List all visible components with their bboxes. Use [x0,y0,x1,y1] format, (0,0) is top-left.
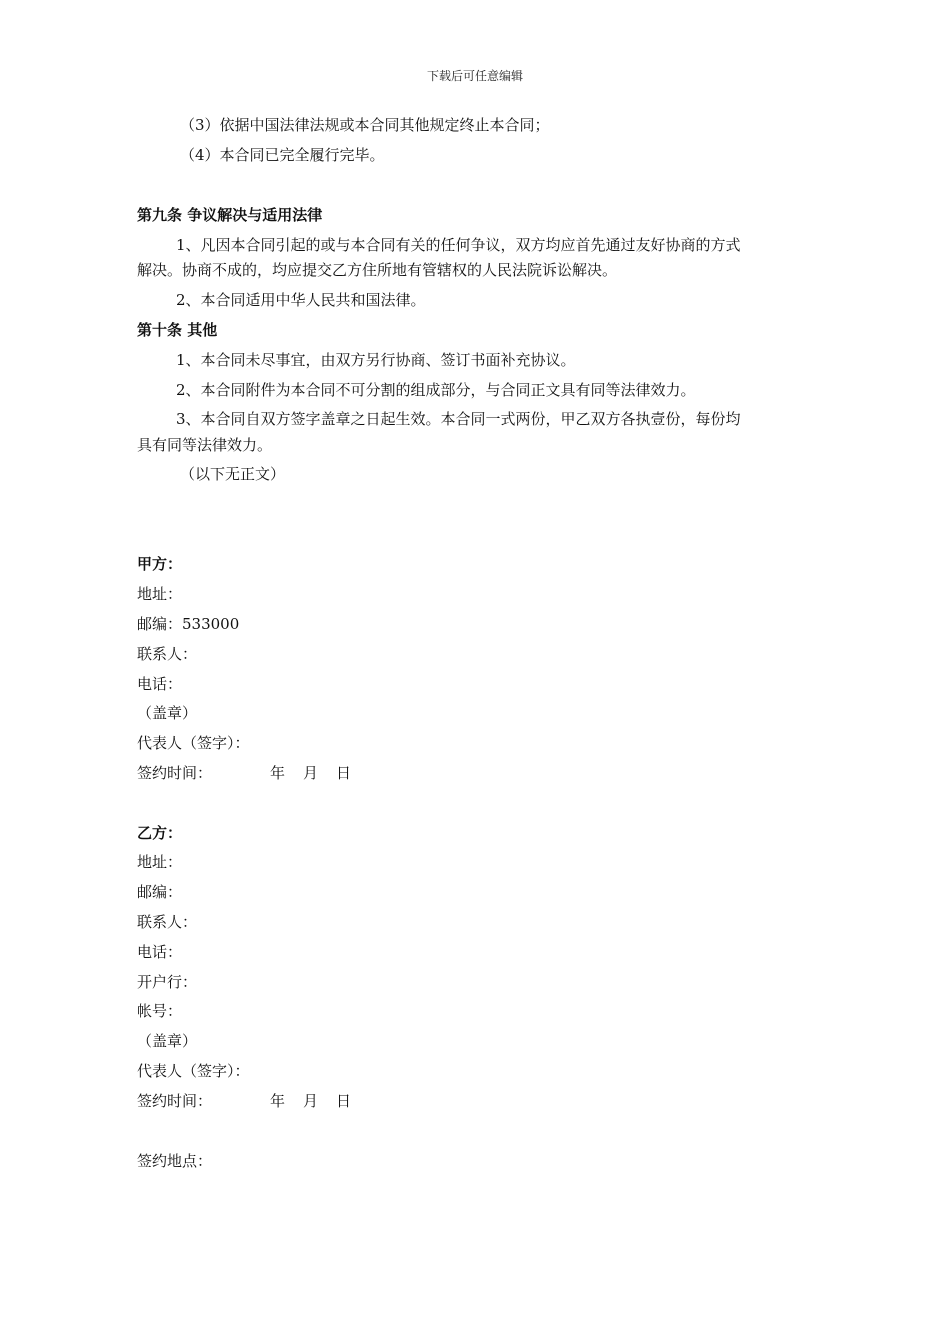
party-b-account: 帐号： [137,1002,183,1020]
termination-item-4: （4）本合同已完全履行完毕。 [180,146,385,164]
party-b-bank: 开户行： [137,973,198,991]
article-10-p2: 2、本合同附件为本合同不可分割的组成部分，与合同正文具有同等法律效力。 [176,381,696,399]
party-b-year: 年 [270,1092,286,1110]
article-9-p1-line2: 解决。协商不成的，均应提交乙方住所地有管辖权的人民法院诉讼解决。 [137,261,618,279]
party-b-postcode: 邮编： [137,883,183,901]
party-a-postcode: 邮编：533000 [137,615,240,633]
article-10-p3-line2: 具有同等法律效力。 [137,436,273,454]
article-10-p3-line1: 3、本合同自双方签字盖章之日起生效。本合同一式两份，甲乙双方各执壹份，每份均 [176,410,741,428]
article-10-p1: 1、本合同未尽事宜，由双方另行协商、签订书面补充协议。 [176,351,576,369]
party-a-sign-time-label: 签约时间： [137,764,213,782]
party-b-sign-time [137,1091,369,1111]
party-a-title: 甲方： [137,555,183,573]
page-header: 下载后可任意编辑 [426,69,523,83]
party-b-address: 地址： [137,853,183,871]
article-10-title: 第十条 其他 [137,321,218,339]
party-b-month: 月 [303,1092,319,1110]
party-a-seal: （盖章） [137,704,198,722]
termination-item-3: （3）依据中国法律法规或本合同其他规定终止本合同； [180,116,550,134]
party-a-contact: 联系人： [137,645,198,663]
end-note: （以下无正文） [180,465,286,483]
party-b-contact: 联系人： [137,913,198,931]
article-9-p1-line1: 1、凡因本合同引起的或与本合同有关的任何争议，双方均应首先通过友好协商的方式 [176,236,741,254]
party-a-sign-time [137,763,369,783]
sign-place: 签约地点： [137,1152,213,1170]
party-a-address: 地址： [137,585,183,603]
party-a-representative: 代表人（签字）： [137,734,250,752]
article-9-p2: 2、本合同适用中华人民共和国法律。 [176,291,426,309]
party-a-phone: 电话： [137,675,183,693]
party-b-phone: 电话： [137,943,183,961]
party-b-title: 乙方： [137,824,183,842]
party-a-day: 日 [336,764,352,782]
party-b-day: 日 [336,1092,352,1110]
party-b-representative: 代表人（签字）： [137,1062,250,1080]
party-b-seal: （盖章） [137,1032,198,1050]
party-b-sign-time-label: 签约时间： [137,1092,213,1110]
party-a-month: 月 [303,764,319,782]
article-9-title: 第九条 争议解决与适用法律 [137,206,323,224]
party-a-year: 年 [270,764,286,782]
